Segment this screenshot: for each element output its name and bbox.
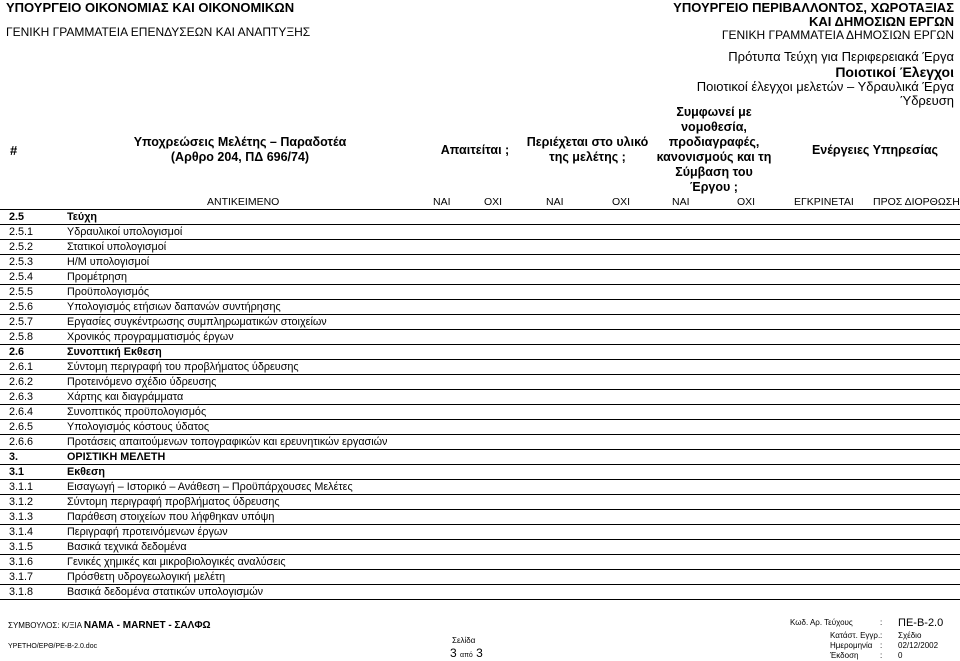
public-works-secretariat-title: ΓΕΝΙΚΗ ΓΡΑΜΜΑΤΕΙΑ ΔΗΜΟΣΙΩΝ ΕΡΓΩΝ: [721, 28, 954, 42]
document-filename: ΥΡΕΤΗΟ/ΕΡΘ/ΡΕ-Β-2.0.doc: [8, 643, 98, 650]
meta-colon: :: [880, 641, 883, 650]
table-row: [0, 225, 960, 240]
meta-date-label: Ημερομηνία: [830, 641, 873, 650]
row-number: 2.6.6: [9, 436, 34, 448]
row-number: 2.5.4: [9, 271, 34, 283]
row-description: Προμέτρηση: [67, 271, 128, 283]
page-footer: [0, 616, 960, 661]
column-header-conformity-line1: Συμφωνεί με: [676, 105, 752, 119]
table-row: [0, 330, 960, 345]
document-title: [454, 50, 954, 109]
table-row: [0, 375, 960, 390]
row-number: 3.: [9, 451, 19, 463]
table-row: [0, 300, 960, 315]
page-of: από: [460, 652, 473, 659]
column-header-conformity: [648, 105, 780, 194]
row-description: Εισαγωγή – Ιστορικό – Ανάθεση – Προϋπάρχουσες Μελέτες: [67, 481, 353, 493]
row-number: 3.1.3: [9, 511, 34, 523]
page-header: [0, 0, 960, 44]
column-header-actions: Ενέργειες Υπηρεσίας: [811, 142, 939, 157]
meta-code-row: [790, 618, 955, 631]
ministry-economy-title: ΥΠΟΥΡΓΕΙΟ ΟΙΚΟΝΟΜΙΑΣ ΚΑΙ ΟΙΚΟΝΟΜΙΚΩΝ: [6, 0, 295, 15]
ministry-environment-title-cont: ΚΑΙ ΔΗΜΟΣΙΩΝ ΕΡΓΩΝ: [809, 14, 954, 29]
table-row: [0, 510, 960, 525]
row-number: 2.6: [9, 346, 25, 358]
row-number: 2.6.2: [9, 376, 34, 388]
table-row: [0, 405, 960, 420]
table-body: [0, 210, 960, 600]
row-description: Προϋπολογισμός: [67, 286, 150, 298]
table-row: [0, 585, 960, 600]
row-number: 3.1.6: [9, 556, 34, 568]
row-number: 2.6.5: [9, 421, 34, 433]
table-row: [0, 240, 960, 255]
column-header-obligations: [110, 110, 370, 190]
doc-title-line4: Ύδρευση: [900, 93, 954, 108]
row-description: Τεύχη: [67, 211, 98, 223]
subheader-included-yes: ΝΑΙ: [546, 196, 564, 208]
table-row: [0, 480, 960, 495]
row-description: Χρονικός προγραμματισμός έργων: [67, 331, 234, 343]
row-number: 2.5.1: [9, 226, 34, 238]
table-row: [0, 525, 960, 540]
row-description: Στατικοί υπολογισμοί: [67, 241, 167, 253]
page-total: 3: [476, 646, 483, 660]
subheader-conform-yes: ΝΑΙ: [672, 196, 690, 208]
row-description: ΟΡΙΣΤΙΚΗ ΜΕΛΕΤΗ: [67, 451, 166, 463]
column-header-conformity-line4: κανονισμούς και τη: [656, 150, 772, 164]
investment-secretariat-title: ΓΕΝΙΚΗ ΓΡΑΜΜΑΤΕΙΑ ΕΠΕΝΔΥΣΕΩΝ ΚΑΙ ΑΝΑΠΤΥΞΗΣ: [6, 25, 311, 39]
column-header-conformity-line6: Έργου ;: [690, 180, 738, 194]
table-row: [0, 540, 960, 555]
table-row: [0, 285, 960, 300]
column-header-obligations-line2: (Αρθρο 204, ΠΔ 696/74): [170, 150, 310, 164]
meta-state-label: Κατάστ. Εγγρ.: [830, 631, 881, 640]
subheader-approved: ΕΓΚΡΙΝΕΤΑΙ: [794, 196, 854, 208]
row-description: Περιγραφή προτεινόμενων έργων: [67, 526, 228, 538]
meta-edition-value: 0: [898, 651, 903, 660]
row-description: Συνοπτικός προϋπολογισμός: [67, 406, 207, 418]
document-metadata: [790, 618, 955, 661]
row-number: 2.5.2: [9, 241, 34, 253]
row-description: Παράθεση στοιχείων που λήφθηκαν υπόψη: [67, 511, 275, 523]
table-row: [0, 360, 960, 375]
row-number: 3.1.4: [9, 526, 34, 538]
table-row: [0, 345, 960, 360]
doc-title-line3: Ποιοτικοί έλεγχοι μελετών – Υδραυλικά Έργα: [696, 78, 954, 94]
doc-title-line2: Ποιοτικοί Έλεγχοι: [835, 63, 954, 80]
row-number: 2.5.3: [9, 256, 34, 268]
meta-edition-row: [790, 651, 955, 661]
subheader-conform-no: ΟΧΙ: [737, 196, 756, 208]
row-description: Εκθεση: [67, 466, 106, 478]
meta-state-row: [790, 631, 955, 641]
column-header-obligations-line1: Υποχρεώσεις Μελέτης – Παραδοτέα: [133, 135, 347, 149]
row-number: 2.5: [9, 211, 25, 223]
row-number: 2.5.5: [9, 286, 34, 298]
row-description: Σύντομη περιγραφή προβλήματος ύδρευσης: [67, 496, 280, 508]
consultant-line: [8, 620, 211, 631]
row-number: 3.1: [9, 466, 25, 478]
table-row: [0, 315, 960, 330]
table-row: [0, 420, 960, 435]
subheader-required-no: ΟΧΙ: [484, 196, 503, 208]
row-number: 2.5.6: [9, 301, 34, 313]
column-header-conformity-line2: νομοθεσία,: [681, 120, 747, 134]
row-description: Βασικά δεδομένα στατικών υπολογισμών: [67, 586, 264, 598]
table-row: [0, 255, 960, 270]
meta-date-row: [790, 641, 955, 651]
row-number: 3.1.5: [9, 541, 34, 553]
column-header-required: Απαιτείται ;: [440, 142, 510, 157]
page-number: [450, 646, 483, 660]
subheader-row: [0, 194, 960, 210]
row-description: Βασικά τεχνικά δεδομένα: [67, 541, 187, 553]
column-header-included-line2: της μελέτης ;: [549, 150, 626, 164]
row-number: 2.5.7: [9, 316, 34, 328]
meta-date-value: 02/12/2002: [898, 641, 939, 650]
ministry-environment-title: ΥΠΟΥΡΓΕΙΟ ΠΕΡΙΒΑΛΛΟΝΤΟΣ, ΧΩΡΟΤΑΞΙΑΣ: [673, 0, 954, 15]
row-description: Γενικές χημικές και μικροβιολογικές αναλύσεις: [67, 556, 286, 568]
column-header-conformity-line5: Σύμβαση του: [675, 165, 753, 179]
subheader-included-no: ΟΧΙ: [612, 196, 631, 208]
row-description: Υπολογισμός ετήσιων δαπανών συντήρησης: [67, 301, 281, 313]
table-row: [0, 450, 960, 465]
column-header-included-line1: Περιέχεται στο υλικό: [526, 135, 649, 149]
row-description: Υπολογισμός κόστους ύδατος: [67, 421, 210, 433]
doc-title-line1: Πρότυπα Τεύχη για Περιφερειακά Έργα: [728, 49, 954, 64]
consultant-name: ΝΑΜΑ - MARNET - ΣΑΛΦΩ: [83, 620, 211, 631]
meta-colon: :: [880, 651, 883, 660]
row-description: Υδραυλικοί υπολογισμοί: [67, 226, 183, 238]
row-description: Συνοπτική Εκθεση: [67, 346, 162, 358]
table-row: [0, 210, 960, 225]
subheader-required-yes: ΝΑΙ: [433, 196, 451, 208]
row-number: 2.6.4: [9, 406, 34, 418]
row-number: 2.6.1: [9, 361, 34, 373]
subheader-for-correction: ΠΡΟΣ ΔΙΟΡΘΩΣΗ: [873, 196, 960, 208]
table-row: [0, 495, 960, 510]
row-number: 2.6.3: [9, 391, 34, 403]
page-current: 3: [450, 646, 457, 660]
page-label: Σελίδα: [452, 636, 476, 645]
table-row: [0, 555, 960, 570]
row-number: 3.1.1: [9, 481, 34, 493]
table-row: [0, 570, 960, 585]
row-description: Χάρτης και διαγράμματα: [67, 391, 184, 403]
meta-state-value: Σχέδιο: [898, 631, 922, 640]
column-header-number: #: [10, 142, 18, 158]
consultant-label: ΣΥΜΒΟΥΛΟΣ: Κ/ΞΙΑ: [8, 621, 82, 630]
meta-colon: :: [880, 631, 883, 640]
row-description: Προτάσεις απαιτούμενων τοπογραφικών και ερευνητικών εργασιών: [67, 436, 388, 448]
row-number: 2.5.8: [9, 331, 34, 343]
table-row: [0, 390, 960, 405]
table-row: [0, 465, 960, 480]
meta-code-label: Κωδ. Αρ. Τεύχους: [790, 618, 853, 627]
row-description: Εργασίες συγκέντρωσης συμπληρωματικών στοιχείων: [67, 316, 327, 328]
column-header-included: [520, 110, 655, 190]
row-number: 3.1.2: [9, 496, 34, 508]
table-row: [0, 270, 960, 285]
row-description: Πρόσθετη υδρογεωλογική μελέτη: [67, 571, 226, 583]
row-description: Σύντομη περιγραφή του προβλήματος ύδρευσης: [67, 361, 299, 373]
meta-edition-label: Έκδοση: [830, 651, 859, 660]
row-description: Προτεινόμενο σχέδιο ύδρευσης: [67, 376, 217, 388]
table-row: [0, 435, 960, 450]
subheader-object: ΑΝΤΙΚΕΙΜΕΝΟ: [207, 196, 280, 208]
row-number: 3.1.7: [9, 571, 34, 583]
meta-colon: :: [880, 618, 883, 627]
column-header-conformity-line3: προδιαγραφές,: [668, 135, 760, 149]
row-number: 3.1.8: [9, 586, 34, 598]
row-description: Η/Μ υπολογισμοί: [67, 256, 150, 268]
meta-code-value: ΠΕ-Β-2.0: [898, 617, 944, 629]
